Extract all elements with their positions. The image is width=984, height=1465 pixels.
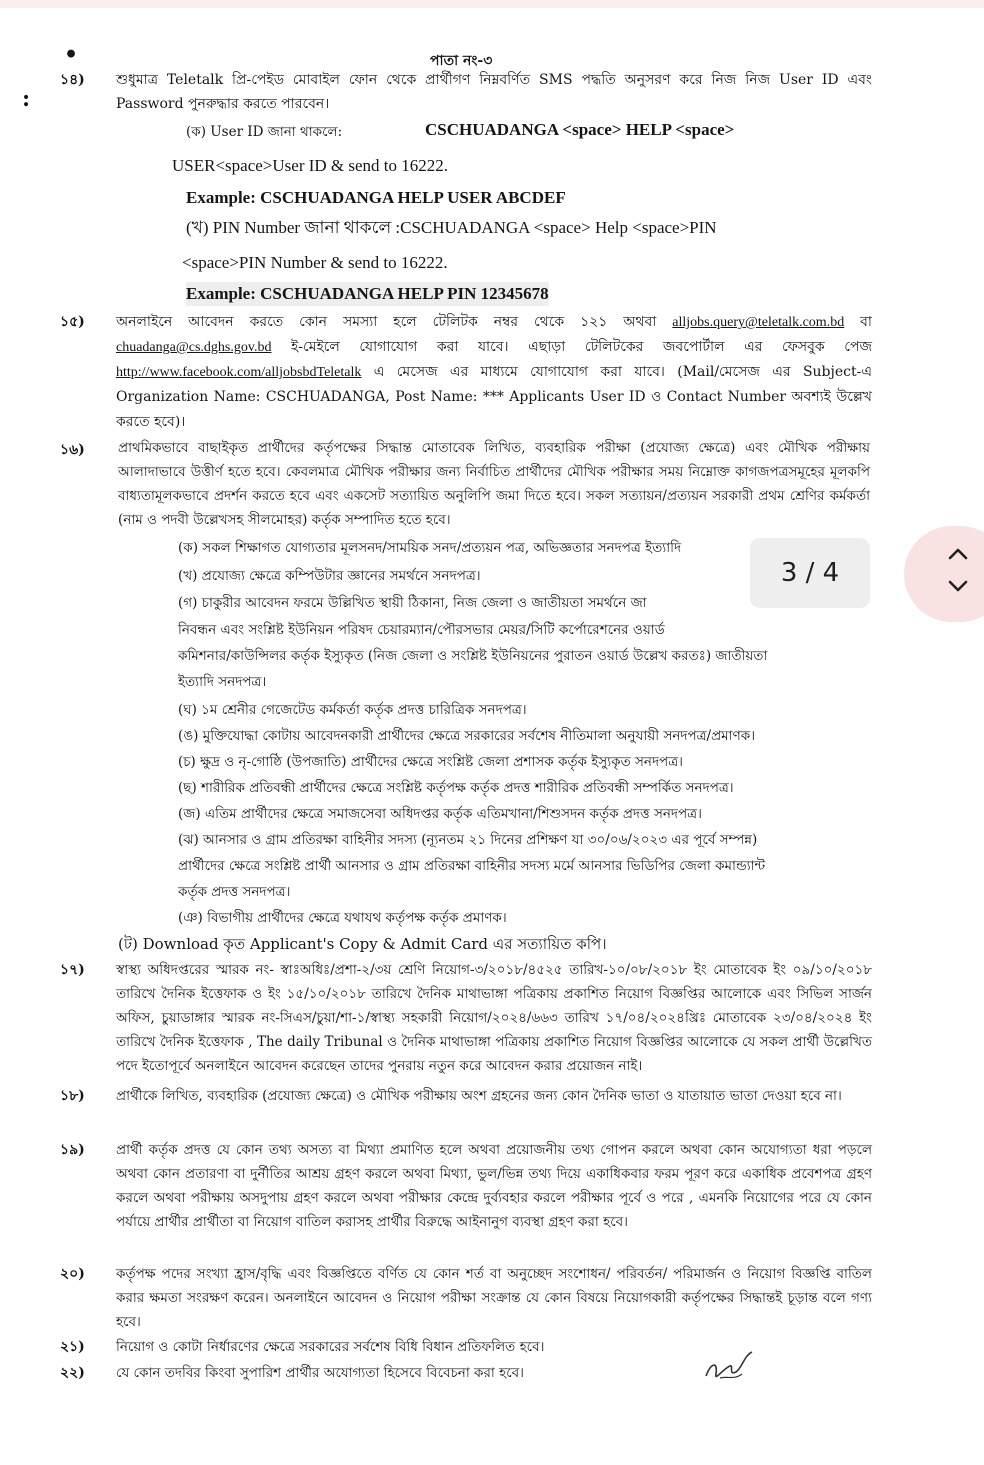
doc-req-ka: (ক) সকল শিক্ষাগত যোগ্যতার মূলসনদ/সাময়িক সনদ/প্রত্যয়ন পত্র, অভিজ্ঞতার সনদপত্র ইত্যাদি (178, 540, 682, 556)
item-number: ২১) (60, 1339, 85, 1355)
document-page (0, 8, 984, 1465)
item-number: ১৯) (60, 1142, 85, 1158)
doc-req-ga-4: ইত্যাদি সনদপত্র। (178, 674, 267, 690)
doc-req-ta: (ট) Download কৃত Applicant's Copy & Admit Card এর সত্যায়িত কপি। (118, 935, 607, 953)
item-text: প্রাথমিকভাবে বাছাইকৃত প্রার্থীদের কর্তৃপক্ষের সিদ্ধান্ত মোতাবেক লিখিত, ব্যবহারিক পরীক্ষা (প্রযোজ্য ক্ষেত্রে) এবং মৌখিক পরীক্ষায় আলাদাভাবে উত্তীর্ণ হতে হবে। কেবলমাত্র মৌখিক পরীক্ষার জন্য নির্বাচিত প্রার্থীদের মৌখিক পরীক্ষার সময় নিম্নোক্ত কাগজপত্রসমূহের মূলকপি বাধ্যতামূলকভাবে প্রদর্শন করতে হবে এবং একসেট সত্যায়িত অনুলিপি জমা দিতে হবে। সকল সত্যায়ন/প্রত্যয়ন সরকারী প্রথম শ্রেণির কর্মকর্তা (নাম ও পদবী উল্লেখসহ সীলমোহর) কর্তৃক সম্পাদিত হতে হবে। (118, 440, 870, 528)
item-text: কর্তৃপক্ষ পদের সংখ্যা হ্রাস/বৃদ্ধি এবং বিজ্ঞপ্তিতে বর্ণিত যে কোন শর্ত বা অনুচ্ছেদ সংশোধন/ পরিবর্তন/ পরিমার্জন ও নিয়োগ বিজ্ঞপ্তি বাতিল করার ক্ষমতা সংরক্ষণ করেন। অনলাইনে আবেদন ও নিয়োগ পরীক্ষা সংক্রান্ত যে কোন বিষয়ে নিয়োগকারী কর্তৃপক্ষের সিদ্ধান্তই চূড়ান্ত বলে গণ্য হবে। (116, 1266, 872, 1330)
item-number: ১৪) (60, 72, 85, 88)
doc-req-gha: (ঘ) ১ম শ্রেনীর গেজেটেড কর্মকর্তা কর্তৃক প্রদত্ত চারিত্রিক সনদপত্র। (178, 702, 527, 718)
text-part: ই-মেইলে যোগাযোগ করা যাবে। এছাড়া টেলিটকের জবপোর্টাল এর ফেসবুক পেজ (271, 339, 872, 355)
doc-req-nya: (ঞ) বিভাগীয় প্রার্থীদের ক্ষেত্রে যথাযথ কর্তৃপক্ষ কর্তৃক প্রমাণক। (178, 910, 507, 926)
doc-req-uma: (ঙ) মুক্তিযোদ্ধা কোটায় আবেদনকারী প্রার্থীদের ক্ষেত্রে সরকারের সর্বশেষ নীতিমালা অনুযায়ী সনদপত্র/প্রমাণক। (178, 728, 756, 744)
item-number: ২২) (60, 1365, 85, 1381)
text-part: এ মেসেজ এর মাধ্যমে যোগাযোগ করা যাবে। (Mail/মেসেজ এর Subject-এ Organization Name: CSCHUADANGA, Post Name: *** Applicants User ID ও Contact Number অবশ্যই উল্লেখ করতে হবে)। (116, 364, 872, 430)
pin-label: (খ) PIN Number জানা থাকলে :CSCHUADANGA <space> Help <space>PIN (186, 218, 717, 237)
doc-req-ja: (জ) এতিম প্রার্থীদের ক্ষেত্রে সমাজসেবা অধিদপ্তর কর্তৃক এতিমখানা/শিশুসদন কর্তৃক প্রদত্ত সনদপত্র। (178, 806, 702, 822)
text-part: অনলাইনে আবেদন করতে কোন সমস্যা হলে টেলিটক নম্বর থেকে ১২১ অথবা (116, 314, 673, 330)
doc-req-cha: (চ) ক্ষুদ্র ও নৃ-গোষ্ঠি (উপজাতি) প্রার্থীদের ক্ষেত্রে সংশ্লিষ্ট জেলা প্রশাসক কর্তৃক ইস্যুকৃত সনদপত্র। (178, 754, 683, 770)
item-14 (60, 68, 872, 116)
item-text: স্বাস্থ্য অধিদপ্তরের স্মারক নং- স্বাঃঅধিঃ/প্রশা-২/৩য় শ্রেণি নিয়োগ-৩/২০১৮/৪৫২৫ তারিখ-১০/০৮/২০১৮ ইং মোতাবেক ইং ০৯/১০/২০১৮ তারিখে দৈনিক ইত্তেফাক ও ইং ১৫/১০/২০১৮ তারিখে দৈনিক মাথাভাঙ্গা পত্রিকায় প্রকাশিত নিয়োগ বিজ্ঞপ্তির আলোকে এবং সিভিল সার্জন অফিস, চুয়াডাঙ্গার স্মারক নং-সিএস/চুয়া/শা-১/স্বাস্থ্য সহকারী নিয়োগ/২০২৪/৬৬৩ তারিখ ১৭/০৪/২০২৪খ্রিঃ মোতাবেক ২৩/০৪/২০২৪ ইং তারিখে দৈনিক ইত্তেফাক , The daily Tribunal ও দৈনিক মাথাভাঙ্গা পত্রিকায় প্রকাশিত নিয়োগ বিজ্ঞপ্তির আলোকে যে সকল প্রার্থী উল্লেখিত পদে ইতোপূর্বে অনলাইনে আবেদন করেছেন তাদের পুনরায় নতুন করে আবেদন করার প্রয়োজন নাই। (116, 962, 872, 1074)
teletalk-email-link[interactable]: alljobs.query@teletalk.com.bd (672, 315, 845, 330)
item-text: যে কোন তদবির কিংবা সুপারিশ প্রার্থীর অযোগ্যতা হিসেবে বিবেচনা করা হবে। (116, 1365, 524, 1381)
doc-req-jha: (ঝ) আনসার ও গ্রাম প্রতিরক্ষা বাহিনীর সদস্য (ন্যূনতম ২১ দিনের প্রশিক্ষণ যা ৩০/০৬/২০২৩ এর পূর্বে সম্পন্ন) (178, 832, 758, 848)
item-number: ১৮) (60, 1088, 85, 1104)
item-text (116, 310, 872, 435)
doc-req-jha-3: কর্তৃক প্রদত্ত সনদপত্র। (178, 884, 291, 900)
page-label: পাতা নং-৩ (430, 53, 493, 69)
item-20 (60, 1262, 872, 1334)
viewer-top-bar (0, 0, 984, 8)
item-text: প্রার্থী কর্তৃক প্রদত্ত যে কোন তথ্য অসত্য বা মিথ্যা প্রমাণিত হলে অথবা প্রয়োজনীয় তথ্য গোপন করলে অথবা কোন অযোগ্যতা ধরা পড়লে অথবা কোন প্রতারণা বা দুর্নীতির আশ্রয় গ্রহণ করলে অথবা মিথ্যা, ভুল/ভিন্ন তথ্য দিয়ে একাধিকবার ফরম পূরণ করে একাধিক প্রবেশপত্র গ্রহণ করলে অথবা পরীক্ষায় অসদুপায় গ্রহণ করলে অথবা পরীক্ষার কেন্দ্রে দুর্ব্যবহার করলে পরীক্ষার পূর্বে ও পরে , এমনকি নিয়োগের পরে যে কোন পর্যায়ে প্রার্থীর প্রার্থীতা বা নিয়োগ বাতিল করাসহ প্রার্থীর বিরুদ্ধে আইনানুগ ব্যবস্থা গ্রহণ করা হবে। (116, 1142, 872, 1230)
doc-req-jha-2: প্রার্থীদের ক্ষেত্রে সংশ্লিষ্ট প্রার্থী আনসার ও গ্রাম প্রতিরক্ষা বাহিনীর সদস্য মর্মে আনসার ভিডিপির জেলা কমান্ড্যান্ট (178, 858, 766, 874)
item-18 (60, 1084, 872, 1108)
item-text: নিয়োগ ও কোটা নির্ধারণের ক্ষেত্রে সরকারের সর্বশেষ বিধি বিধান প্রতিফলিত হবে। (116, 1339, 545, 1355)
doc-req-kha: (খ) প্রযোজ্য ক্ষেত্রে কম্পিউটার জ্ঞানের সমর্থনে সনদপত্র। (178, 568, 481, 584)
text-part: বা (844, 314, 872, 330)
user-id-command-cont: USER<space>User ID & send to 16222. (172, 156, 449, 175)
facebook-link[interactable]: http://www.facebook.com/alljobsbdTeletalk (116, 365, 362, 380)
item-number: ১৬) (60, 442, 85, 458)
pin-example: Example: CSCHUADANGA HELP PIN 12345678 (186, 282, 549, 306)
signature-icon (700, 1346, 760, 1386)
page-indicator: 3 / 4 (750, 538, 870, 608)
chevron-up-icon[interactable] (948, 544, 968, 564)
user-id-example: Example: CSCHUADANGA HELP USER ABCDEF (186, 188, 566, 207)
item-text: শুধুমাত্র Teletalk প্রি-পেইড মোবাইল ফোন থেকে প্রার্থীগণ নিম্নবর্ণিত SMS পদ্ধতি অনুসরণ করে নিজ নিজ User ID এবং Password পুনরুদ্ধার করতে পারবেন। (116, 72, 872, 112)
margin-colon: : (22, 86, 31, 112)
doc-req-ga-3: কমিশনার/কাউন্সিলর কর্তৃক ইস্যুকৃত (নিজ জেলা ও সংশ্লিষ্ট ইউনিয়নের পুরাতন ওয়ার্ড উল্লেখ করতঃ) জাতীয়তা (178, 648, 768, 664)
item-19 (60, 1138, 872, 1234)
item-15 (60, 310, 872, 435)
doc-req-chha: (ছ) শারীরিক প্রতিবন্ধী প্রার্থীদের ক্ষেত্রে সংশ্লিষ্ট কর্তৃপক্ষ কর্তৃক প্রদত্ত শারীরিক প্রতিবন্ধী সম্পর্কিত সনদপত্র। (178, 780, 734, 796)
user-id-label: (ক) User ID জানা থাকলে: (186, 124, 343, 140)
doc-req-ga-2: নিবন্ধন এবং সংশ্লিষ্ট ইউনিয়ন পরিষদ চেয়ারম্যান/পৌরসভার মেয়র/সিটি কর্পোরেশনের ওয়ার্ড (178, 622, 665, 638)
item-number: ২০) (60, 1266, 85, 1282)
doc-req-ga: (গ) চাকুরীর আবেদন ফরমে উল্লিখিত স্থায়ী ঠিকানা, নিজ জেলা ও জাতীয়তা সমর্থনে জা (178, 595, 647, 611)
margin-dot: • (64, 42, 79, 68)
pin-command-cont: <space>PIN Number & send to 16222. (182, 253, 448, 272)
user-id-command: CSCHUADANGA <space> HELP <space> (425, 120, 735, 139)
item-number: ১৫) (60, 314, 85, 330)
item-17 (60, 958, 872, 1078)
item-number: ১৭) (60, 962, 85, 978)
chevron-down-icon[interactable] (948, 576, 968, 596)
cs-email-link[interactable]: chuadanga@cs.dghs.gov.bd (116, 340, 272, 355)
item-text: প্রার্থীকে লিখিত, ব্যবহারিক (প্রযোজ্য ক্ষেত্রে) ও মৌখিক পরীক্ষায় অংশ গ্রহনের জন্য কোন দৈনিক ভাতা ও যাতায়াত ভাতা দেওয়া হবে না। (116, 1088, 842, 1104)
